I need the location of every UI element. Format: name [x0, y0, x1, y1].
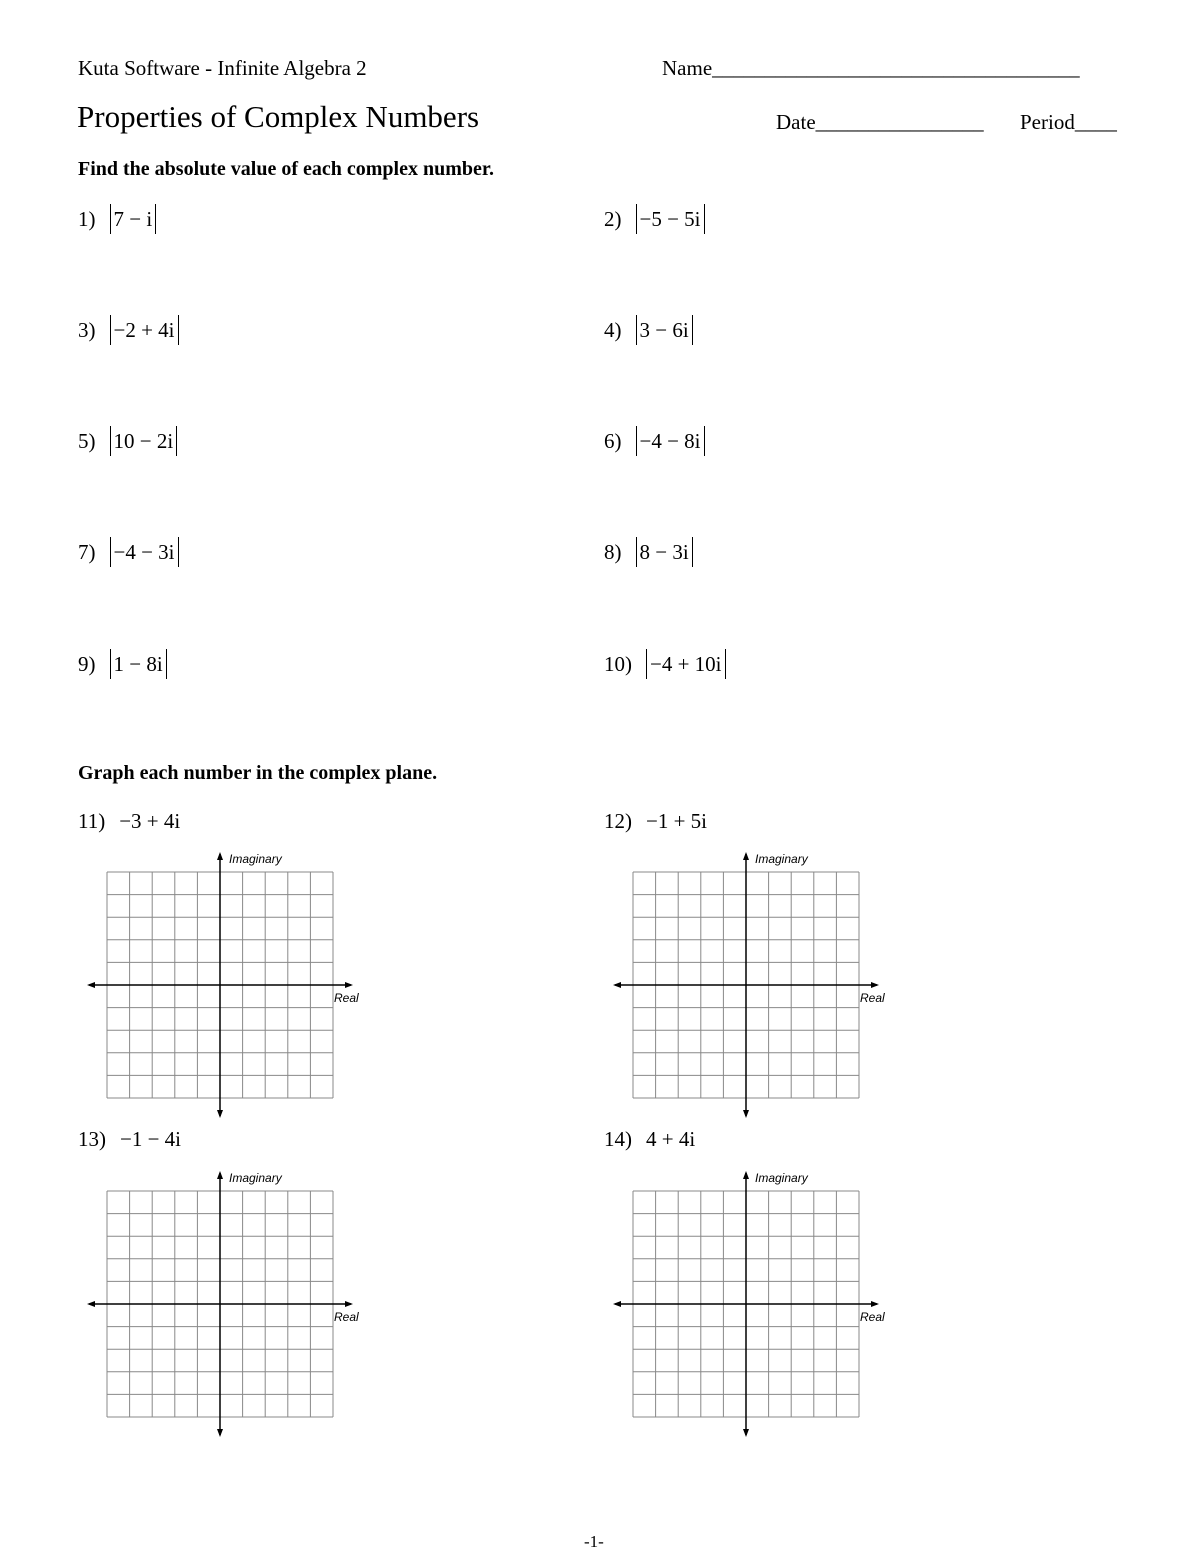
problem-expression: −5 − 5i — [636, 204, 705, 234]
problem-number: 13) — [78, 1127, 106, 1151]
problem-number: 3) — [78, 317, 96, 342]
problem-number: 9) — [78, 651, 96, 676]
arrow-right-icon — [345, 982, 353, 988]
problem-number: 14) — [604, 1127, 632, 1151]
imaginary-axis-label: Imaginary — [229, 852, 282, 866]
problem-expression: 1 − 8i — [110, 649, 167, 679]
problem-number: 7) — [78, 539, 96, 564]
problem-3 — [78, 315, 179, 345]
arrow-up-icon — [743, 852, 749, 860]
problem-1 — [78, 204, 156, 234]
arrow-left-icon — [613, 982, 621, 988]
problem-expression: 7 − i — [110, 204, 157, 234]
problem-expression: −3 + 4i — [119, 809, 181, 833]
imaginary-axis-label: Imaginary — [229, 1171, 282, 1185]
arrow-left-icon — [87, 1301, 95, 1307]
problem-expression: −1 + 5i — [646, 809, 708, 833]
problem-number: 11) — [78, 809, 106, 833]
imaginary-axis-label: Imaginary — [755, 1171, 808, 1185]
arrow-up-icon — [217, 1171, 223, 1179]
problem-number: 4) — [604, 317, 622, 342]
problem-number: 10) — [604, 651, 632, 676]
problem-6 — [604, 426, 705, 456]
problem-number: 1) — [78, 206, 96, 231]
problem-expression: 10 − 2i — [110, 426, 178, 456]
real-axis-label: Real — [334, 1310, 359, 1324]
section2-instruction: Graph each number in the complex plane. — [78, 762, 438, 784]
problem-number: 5) — [78, 428, 96, 453]
arrow-right-icon — [871, 982, 879, 988]
worksheet-title: Properties of Complex Numbers — [77, 99, 480, 134]
complex-plane-14[interactable] — [606, 1164, 906, 1439]
arrow-down-icon — [217, 1429, 223, 1437]
problem-10 — [604, 649, 726, 679]
arrow-down-icon — [743, 1429, 749, 1437]
period-field[interactable]: Period____ — [1020, 110, 1117, 134]
real-axis-label: Real — [334, 991, 359, 1005]
problem-number: 2) — [604, 206, 622, 231]
arrow-up-icon — [743, 1171, 749, 1179]
arrow-up-icon — [217, 852, 223, 860]
problem-4 — [604, 315, 693, 345]
arrow-right-icon — [871, 1301, 879, 1307]
problem-14 — [604, 1127, 695, 1152]
arrow-left-icon — [613, 1301, 621, 1307]
problem-expression: −2 + 4i — [110, 315, 179, 345]
complex-plane-13[interactable] — [80, 1164, 380, 1439]
problem-expression: 4 + 4i — [646, 1127, 696, 1151]
arrow-left-icon — [87, 982, 95, 988]
real-axis-label: Real — [860, 991, 885, 1005]
problem-number: 6) — [604, 428, 622, 453]
problem-12 — [604, 809, 707, 834]
section1-instruction: Find the absolute value of each complex number. — [78, 158, 494, 180]
problem-expression: −4 − 8i — [636, 426, 705, 456]
problem-expression: −4 + 10i — [646, 649, 726, 679]
name-field[interactable]: Name___________________________________ — [662, 56, 1080, 80]
complex-plane-12[interactable] — [606, 845, 906, 1120]
problem-number: 8) — [604, 539, 622, 564]
problem-2 — [604, 204, 705, 234]
arrow-right-icon — [345, 1301, 353, 1307]
problem-number: 12) — [604, 809, 632, 833]
page-number: -1- — [584, 1532, 604, 1551]
date-field[interactable]: Date________________ — [776, 110, 984, 134]
publisher-label: Kuta Software - Infinite Algebra 2 — [78, 56, 367, 80]
problem-5 — [78, 426, 177, 456]
problem-7 — [78, 537, 179, 567]
arrow-down-icon — [743, 1110, 749, 1118]
complex-plane-11[interactable] — [80, 845, 380, 1120]
problem-13 — [78, 1127, 181, 1152]
problem-expression: −1 − 4i — [120, 1127, 182, 1151]
problem-expression: 8 − 3i — [636, 537, 693, 567]
problem-8 — [604, 537, 693, 567]
problem-expression: 3 − 6i — [636, 315, 693, 345]
problem-9 — [78, 649, 167, 679]
real-axis-label: Real — [860, 1310, 885, 1324]
imaginary-axis-label: Imaginary — [755, 852, 808, 866]
arrow-down-icon — [217, 1110, 223, 1118]
problem-expression: −4 − 3i — [110, 537, 179, 567]
problem-11 — [78, 809, 180, 834]
